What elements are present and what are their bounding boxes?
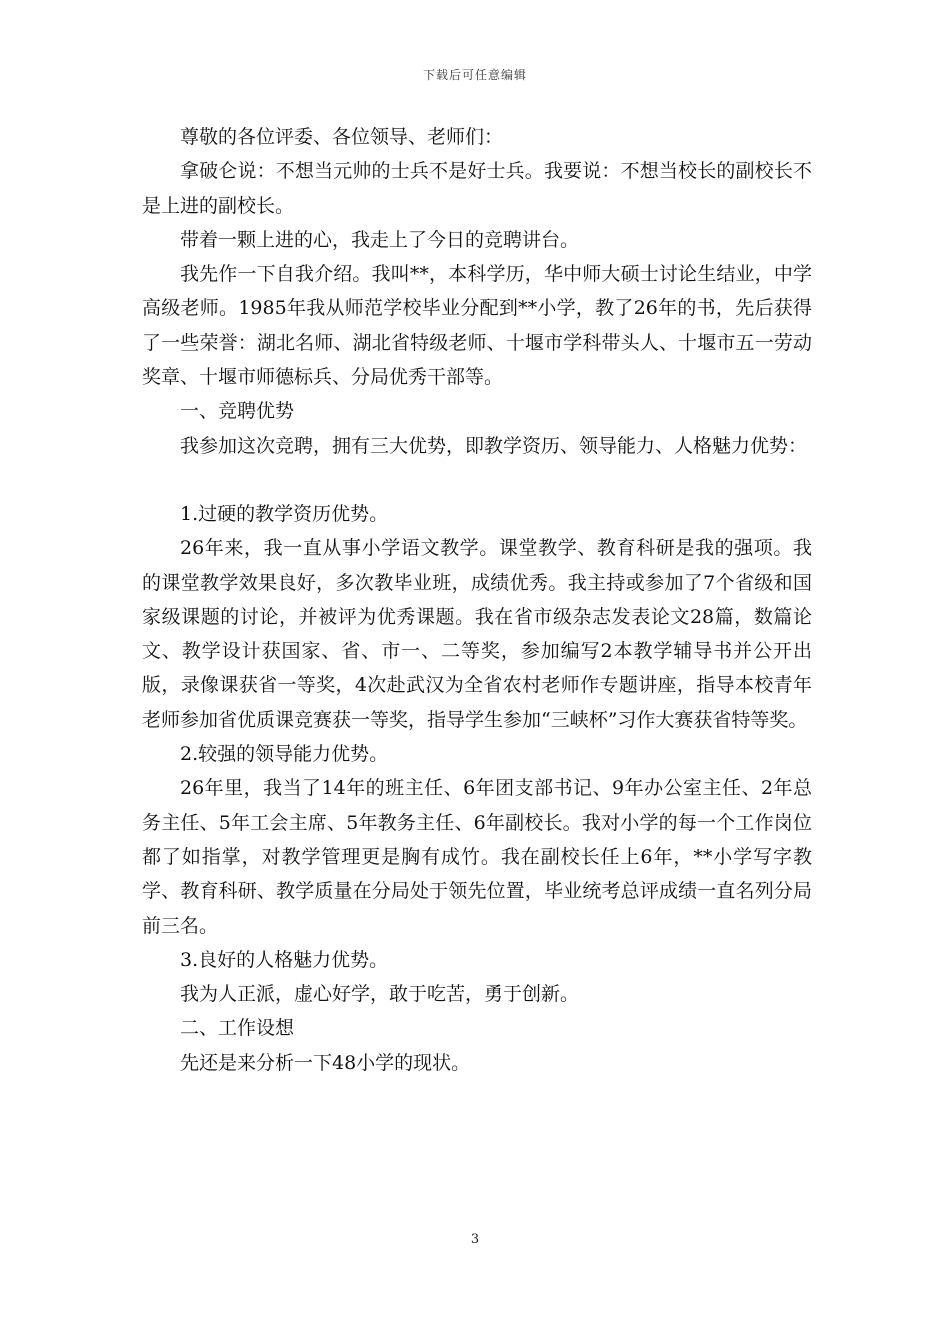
section-heading-work-plan: 二、工作设想 xyxy=(180,1017,295,1040)
subheading-leadership: 2.较强的领导能力优势。 xyxy=(180,743,389,766)
paragraph-leadership: 26年里，我当了14年的班主任、6年团支部书记、9年办公室主任、2年总务主任、5年工会主席、5年教务主任、6年副校长。我对小学的每一个工作岗位都了如指掌，对教学管理更是胸有成竹。我在副校长任上6年，**小学写字教学、教育科研、教学质量在分局处于领先位置，毕业统考总评成绩一直名列分局前三名。 xyxy=(142,777,812,937)
paragraph-advantages-summary: 我参加这次竞聘，拥有三大优势，即教学资历、领导能力、人格魅力优势： xyxy=(180,434,808,457)
subheading-teaching-experience: 1.过硬的教学资历优势。 xyxy=(180,502,389,525)
paragraph-self-introduction: 我先作一下自我介绍。我叫**，本科学历，华中师大硕士讨论生结业，中学高级老师。1985年我从师范学校毕业分配到**小学，教了26年的书，先后获得了一些荣誉：湖北名师、湖北省特级老师、十堰市学科带头人、十堰市五一劳动奖章、十堰市师德标兵、分局优秀干部等。 xyxy=(142,263,812,389)
header-note: 下载后可任意编辑 xyxy=(422,68,527,82)
salutation: 尊敬的各位评委、各位领导、老师们： xyxy=(180,126,504,148)
paragraph-work-plan-start: 先还是来分析一下48小学的现状。 xyxy=(180,1051,471,1074)
subheading-personality: 3.良好的人格魅力优势。 xyxy=(180,948,389,971)
paragraph-quote: 拿破仑说：不想当元帅的士兵不是好士兵。我要说：不想当校长的副校长不是上进的副校长。 xyxy=(142,160,812,217)
section-heading-advantages: 一、竞聘优势 xyxy=(180,400,295,423)
page-number: 3 xyxy=(470,1232,480,1247)
paragraph-intro-line: 带着一颗上进的心，我走上了今日的竞聘讲台。 xyxy=(180,228,580,251)
paragraph-personality: 我为人正派，虚心好学，敢于吃苦，勇于创新。 xyxy=(180,983,580,1006)
document-body xyxy=(142,120,812,1080)
paragraph-teaching-experience: 26年来，我一直从事小学语文教学。课堂教学、教育科研是我的强项。我的课堂教学效果良好，多次教毕业班，成绩优秀。我主持或参加了7个省级和国家级课题的讨论，并被评为优秀课题。我在省市级杂志发表论文28篇，数篇论文、教学设计获国家、省、市一、二等奖，参加编写2本教学辅导书并公开出版，录像课获省一等奖，4次赴武汉为全省农村老师作专题讲座，指导本校青年老师参加省优质课竞赛获一等奖，指导学生参加“三峡杯”习作大赛获省特等奖。 xyxy=(142,537,812,731)
